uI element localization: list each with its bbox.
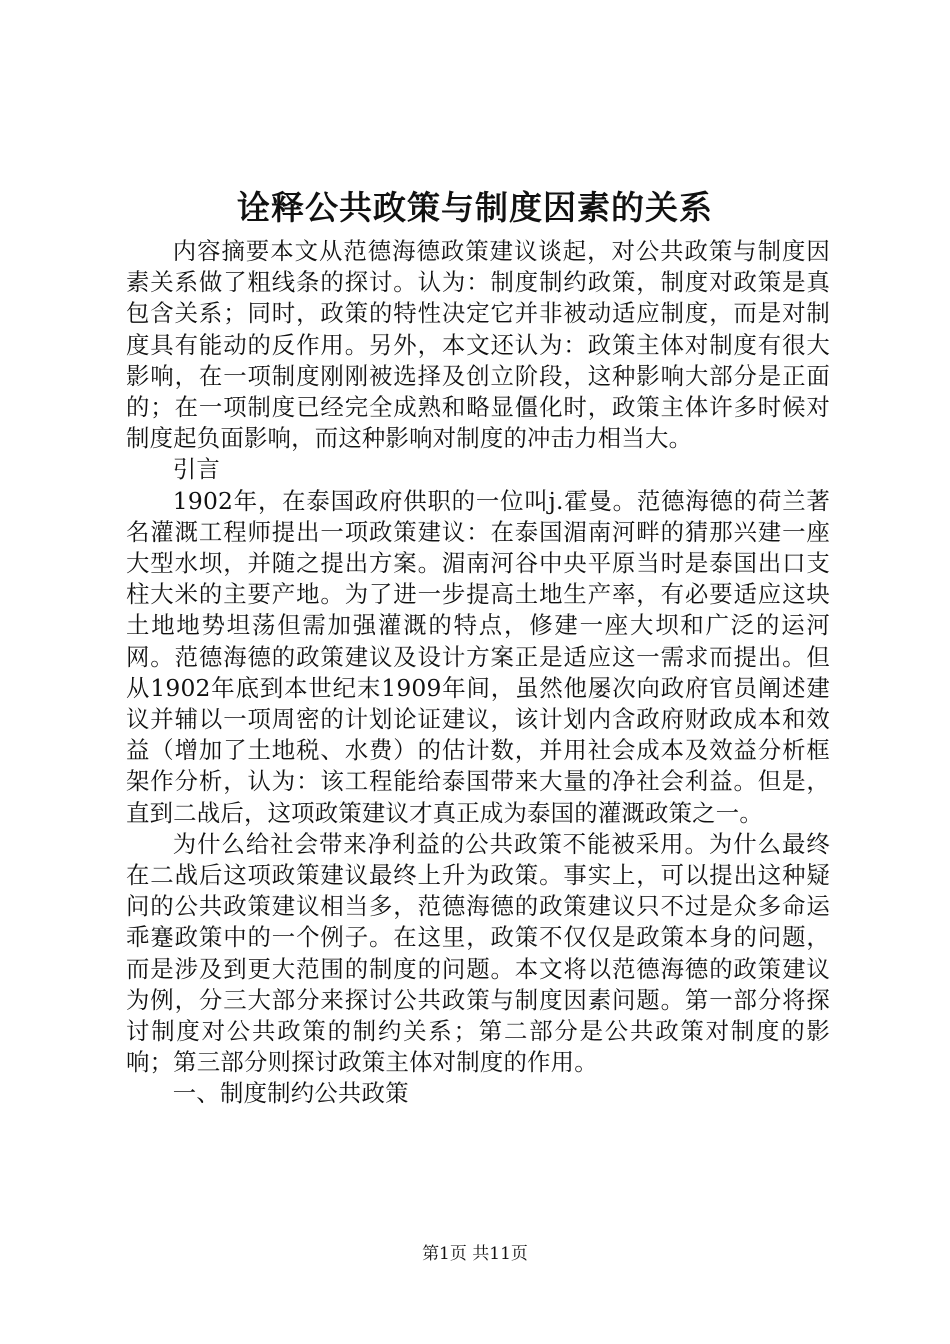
section-heading-introduction: 引言 [172, 455, 220, 484]
body-paragraph: 为什么给社会带来净利益的公共政策不能被采用。为什么最终在二战后这项政策建议最终上升为政策。事实上，可以提出这种疑问的公共政策建议相当多，范德海德的政策建议只不过是众多命运乖蹇政策中的一个例子。在这里，政策不仅仅是政策本身的问题，而是涉及到更大范围的制度的问题。本文将以范德海德的政策建议为例，分三大部分来探讨公共政策与制度因素问题。第一部分将探讨制度对公共政策的制约关系；第二部分是公共政策对制度的影响；第三部分则探讨政策主体对制度的作用。 [126, 829, 830, 1077]
body-paragraph: 1902年，在泰国政府供职的一位叫j.霍曼。范德海德的荷兰著名灌溉工程师提出一项政策建议：在泰国湄南河畔的猜那兴建一座大型水坝，并随之提出方案。湄南河谷中央平原当时是泰国出口支柱大米的主要产地。为了进一步提高土地生产率，有必要适应这块土地地势坦荡但需加强灌溉的特点，修建一座大坝和广泛的运河网。范德海德的政策建议及设计方案正是适应这一需求而提出。但从1902年底到本世纪末1909年间，虽然他屡次向政府官员阐述建议并辅以一项周密的计划论证建议，该计划内含政府财政成本和效益（增加了土地税、水费）的估计数，并用社会成本及效益分析框架作分析，认为：该工程能给泰国带来大量的净社会利益。但是，直到二战后，这项政策建议才真正成为泰国的灌溉政策之一。 [126, 486, 830, 827]
document-body [126, 236, 830, 1110]
page-footer: 第1页 共11页 [422, 1244, 528, 1264]
document-title: 诠释公共政策与制度因素的关系 [237, 188, 713, 227]
abstract-paragraph: 内容摘要本文从范德海德政策建议谈起，对公共政策与制度因素关系做了粗线条的探讨。认为：制度制约政策，制度对政策是真包含关系；同时，政策的特性决定它并非被动适应制度，而是对制度具有能动的反作用。另外，本文还认为：政策主体对制度有很大影响，在一项制度刚刚被选择及创立阶段，这种影响大部分是正面的；在一项制度已经完全成熟和略显僵化时，政策主体许多时候对制度起负面影响，而这种影响对制度的冲击力相当大。 [126, 237, 830, 453]
section-heading-part-one: 一、制度制约公共政策 [172, 1079, 409, 1108]
